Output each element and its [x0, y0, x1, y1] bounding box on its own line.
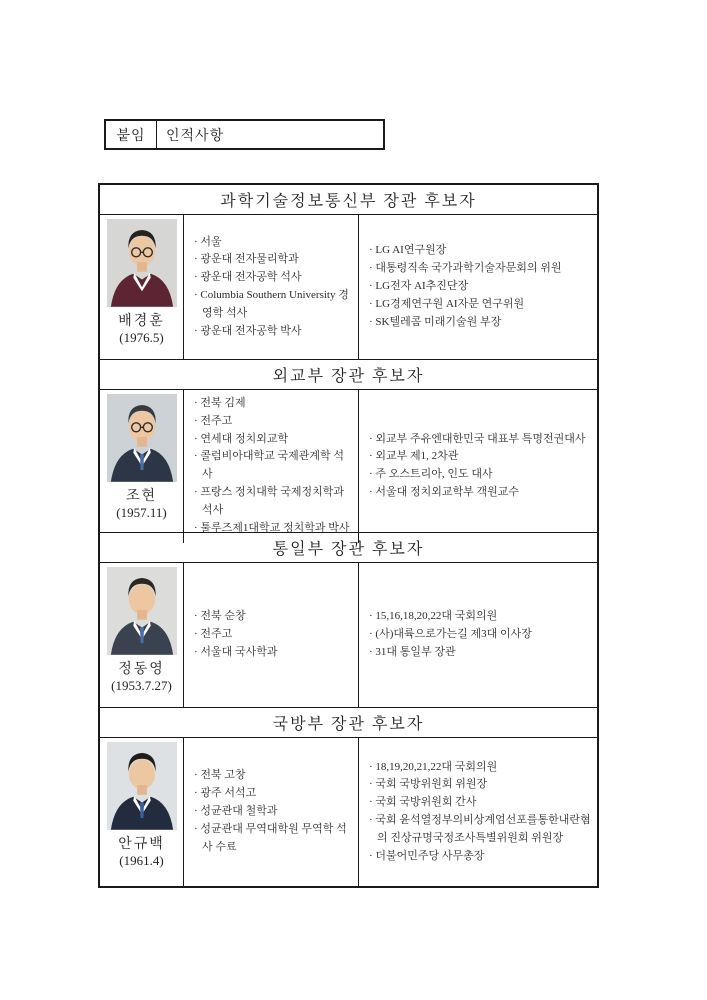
attachment-table	[104, 119, 385, 150]
attachment-label: 붙임	[106, 121, 157, 148]
detail-item: · 주 오스트리아, 인도 대사	[369, 468, 493, 481]
detail-item: · 전북 순창	[194, 610, 246, 623]
detail-item: · LG전자 AI추진단장	[369, 280, 469, 293]
detail-item: · LG경제연구원 AI자문 연구위원	[369, 297, 525, 310]
section-title-foreign-affairs: 외교부 장관 후보자	[100, 360, 597, 390]
candidate-photo	[107, 567, 177, 655]
candidate-name: 정동영	[118, 662, 165, 677]
detail-item: · 국회 국방위원회 간사	[369, 796, 477, 809]
candidate-birthdate: (1961.4)	[119, 853, 164, 868]
career-list	[359, 215, 597, 359]
candidate-name: 조현	[125, 489, 158, 504]
candidate-name: 배경훈	[118, 314, 165, 329]
detail-item: · 광운대 전자공학 박사	[194, 324, 302, 337]
section-body	[100, 390, 597, 533]
candidate-birthdate: (1957.11)	[116, 505, 167, 520]
education-list	[183, 738, 359, 886]
career-list	[359, 390, 597, 543]
candidate-cell	[100, 563, 183, 707]
detail-item: · 15,16,18,20,22대 국회의원	[369, 610, 498, 623]
candidate-cell	[100, 215, 183, 359]
detail-item: · 전주고	[194, 414, 233, 427]
section-body	[100, 563, 597, 708]
detail-item: · 외교부 제1, 2차관	[369, 450, 459, 463]
candidates-table	[98, 183, 599, 888]
detail-item: · Columbia Southern University 경영학 석사	[194, 289, 349, 319]
detail-item: · 전북 고창	[194, 769, 246, 782]
education-list	[183, 215, 359, 359]
detail-item: · 대통령직속 국가과학기술자문회의 위원	[369, 262, 562, 275]
detail-item: · 프랑스 정치대학 국제정치학과 석사	[194, 486, 345, 516]
detail-item: · 서울대 국사학과	[194, 645, 278, 658]
detail-item: · (사)대륙으로가는길 제3대 이사장	[369, 628, 532, 641]
detail-item: · SK텔레콤 미래기술원 부장	[369, 315, 502, 328]
detail-item: · 광주 서석고	[194, 787, 257, 800]
detail-item: · 성균관대 무역대학원 무역학 석사 수료	[194, 822, 347, 853]
detail-item: · 외교부 주유엔대한민국 대표부 특명전권대사	[369, 432, 586, 445]
candidate-photo	[107, 742, 177, 830]
candidate-cell	[100, 390, 183, 543]
detail-item: · 31대 통일부 장관	[369, 645, 456, 658]
detail-item: · 18,19,20,21,22대 국회의원	[369, 760, 498, 773]
detail-item: · 성균관대 철학과	[194, 805, 278, 818]
candidate-photo	[107, 394, 177, 482]
detail-item: · 광운대 전자물리학과	[194, 253, 299, 266]
candidate-birthdate: (1953.7.27)	[111, 678, 172, 693]
education-list	[183, 563, 359, 707]
section-title-science-ict: 과학기술정보통신부 장관 후보자	[100, 185, 597, 215]
detail-item: · 툴루즈제1대학교 정치학과 박사	[194, 521, 350, 534]
detail-item: · LG AI연구원장	[369, 244, 447, 257]
candidate-birthdate: (1976.5)	[119, 330, 164, 345]
candidate-cell	[100, 738, 183, 886]
detail-item: · 국회 국방위원회 위원장	[369, 778, 488, 791]
attachment-title: 인적사항	[166, 128, 225, 144]
section-title-defense: 국방부 장관 후보자	[100, 708, 597, 738]
career-list	[359, 738, 597, 886]
section-body	[100, 215, 597, 360]
career-list	[359, 563, 597, 707]
detail-item: · 콜럼비아대학교 국제관계학 석사	[194, 450, 345, 481]
detail-item: · 서울	[194, 235, 222, 248]
section-body	[100, 738, 597, 886]
education-list	[183, 390, 359, 543]
detail-item: · 연세대 정치외교학	[194, 432, 289, 445]
detail-item: · 더불어민주당 사무총장	[369, 849, 485, 862]
detail-item: · 전북 김제	[194, 397, 246, 409]
detail-item: · 국회 윤석열정부의비상계엄선포를통한내란혐의 진상규명국정조사특별위원회 위원장	[369, 814, 591, 844]
detail-item: · 전주고	[194, 628, 233, 641]
detail-item: · 서울대 정치외교학부 객원교수	[369, 486, 520, 499]
section-title-unification: 통일부 장관 후보자	[100, 533, 597, 563]
candidate-photo	[107, 219, 177, 307]
detail-item: · 광운대 전자공학 석사	[194, 271, 302, 284]
candidate-name: 안규백	[118, 837, 165, 852]
